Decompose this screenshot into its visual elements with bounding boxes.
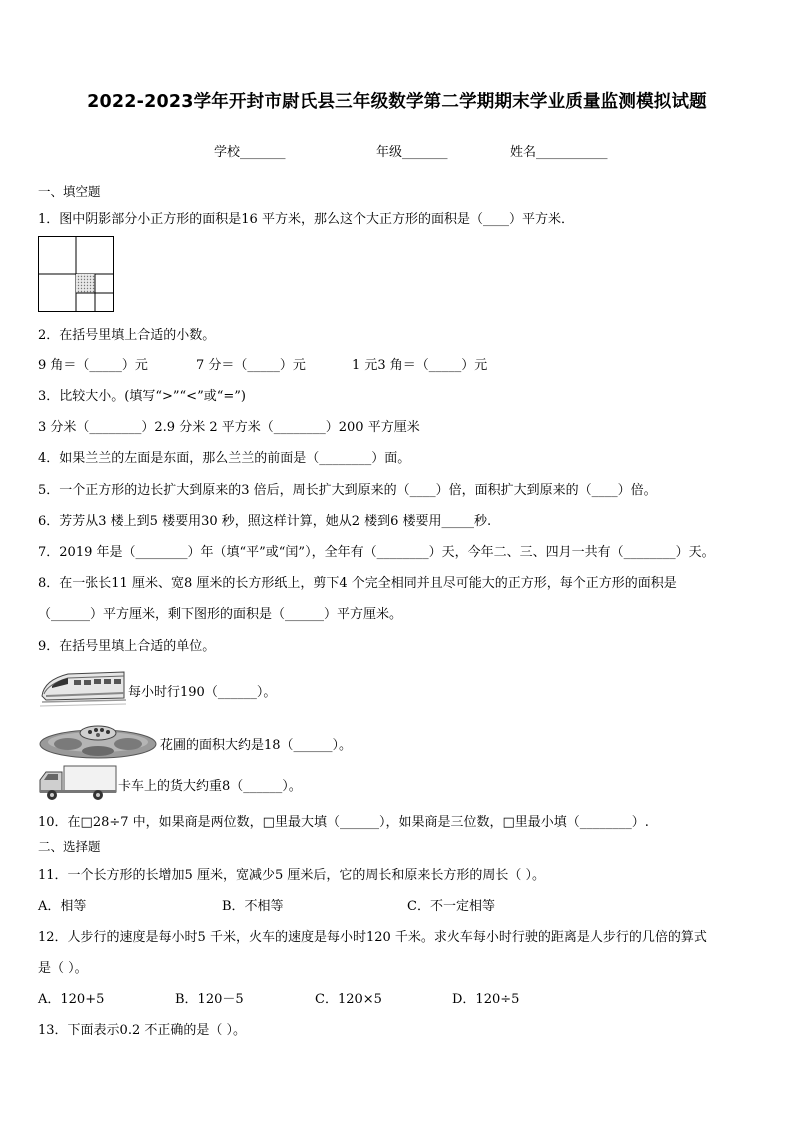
question-9-c: 卡车上的货大约重8（______）。 [118, 779, 302, 794]
question-2-a: 9 角＝（_____）元 [38, 358, 148, 373]
school-field[interactable]: 学校_______ [214, 145, 286, 160]
q11-option-a[interactable]: A．相等 [38, 899, 87, 914]
question-12-line-2: 是（ ）。 [38, 961, 88, 976]
question-9-b: 花圃的面积大约是18（______）。 [160, 738, 353, 753]
q12-option-d[interactable]: D．120÷5 [452, 992, 520, 1007]
page-title: 2022-2023学年开封市尉氏县三年级数学第二学期期末学业质量监测模拟试题 [87, 92, 707, 112]
question-2-c: 1 元3 角＝（_____）元 [352, 358, 488, 373]
section-multiple-choice: 二、选择题 [38, 839, 101, 854]
q11-option-b[interactable]: B．不相等 [222, 899, 284, 914]
q11-option-c[interactable]: C．不一定相等 [407, 899, 495, 914]
question-4: 4．如果兰兰的左面是东面，那么兰兰的前面是（________）面。 [38, 451, 411, 466]
question-13: 13．下面表示0.2 不正确的是（ ）。 [38, 1023, 246, 1038]
question-3: 3．比较大小。(填写“>”“<”或“=”) [38, 389, 246, 404]
question-7: 7．2019 年是（________）年（填“平”或“闰”），全年有（________）天，今年二、三、四月一共有（________）天。 [38, 545, 715, 560]
question-12-line-1: 12．人步行的速度是每小时5 千米，火车的速度是每小时120 千米。求火车每小时行驶的距离是人步行的几倍的算式 [38, 930, 707, 945]
shaded-small-square [76, 274, 95, 293]
high-speed-train-icon [38, 666, 128, 710]
q12-option-b[interactable]: B．120－5 [175, 992, 244, 1007]
q12-option-a[interactable]: A．120+5 [38, 992, 105, 1007]
grade-field[interactable]: 年级_______ [376, 145, 448, 160]
flower-bed-icon [38, 718, 158, 760]
question-10: 10．在□28÷7 中，如果商是两位数，□里最大填（______），如果商是三位数，□里最小填（________）. [38, 815, 649, 830]
q12-option-c[interactable]: C．120×5 [315, 992, 382, 1007]
question-2: 2．在括号里填上合适的小数。 [38, 328, 216, 343]
header-fields [0, 141, 794, 161]
question-6: 6．芳芳从3 楼上到5 楼要用30 秒，照这样计算，她从2 楼到6 楼要用_____秒. [38, 514, 492, 529]
square-grid-figure [38, 236, 114, 312]
section-fill-blank: 一、填空题 [38, 184, 101, 199]
question-9: 9．在括号里填上合适的单位。 [38, 639, 216, 654]
question-2-b: 7 分＝（_____）元 [196, 358, 306, 373]
question-11: 11．一个长方形的长增加5 厘米，宽减少5 厘米后，它的周长和原来长方形的周长（ ）。 [38, 868, 545, 883]
question-3-line: 3 分米（________）2.9 分米 2 平方米（________）200 平方厘米 [38, 420, 420, 435]
name-field[interactable]: 姓名___________ [510, 145, 608, 160]
question-8-line-1: 8．在一张长11 厘米、宽8 厘米的长方形纸上，剪下4 个完全相同并且尽可能大的正方形，每个正方形的面积是 [38, 576, 677, 591]
question-5: 5．一个正方形的边长扩大到原来的3 倍后，周长扩大到原来的（____）倍，面积扩大到原来的（____）倍。 [38, 483, 657, 498]
question-8-line-2: （______）平方厘米，剩下图形的面积是（______）平方厘米。 [38, 607, 403, 622]
question-1: 1．图中阴影部分小正方形的面积是16 平方米，那么这个大正方形的面积是（____）平方米． [38, 212, 574, 227]
question-9-a: 每小时行190（______）。 [128, 685, 277, 700]
truck-icon [38, 764, 118, 802]
